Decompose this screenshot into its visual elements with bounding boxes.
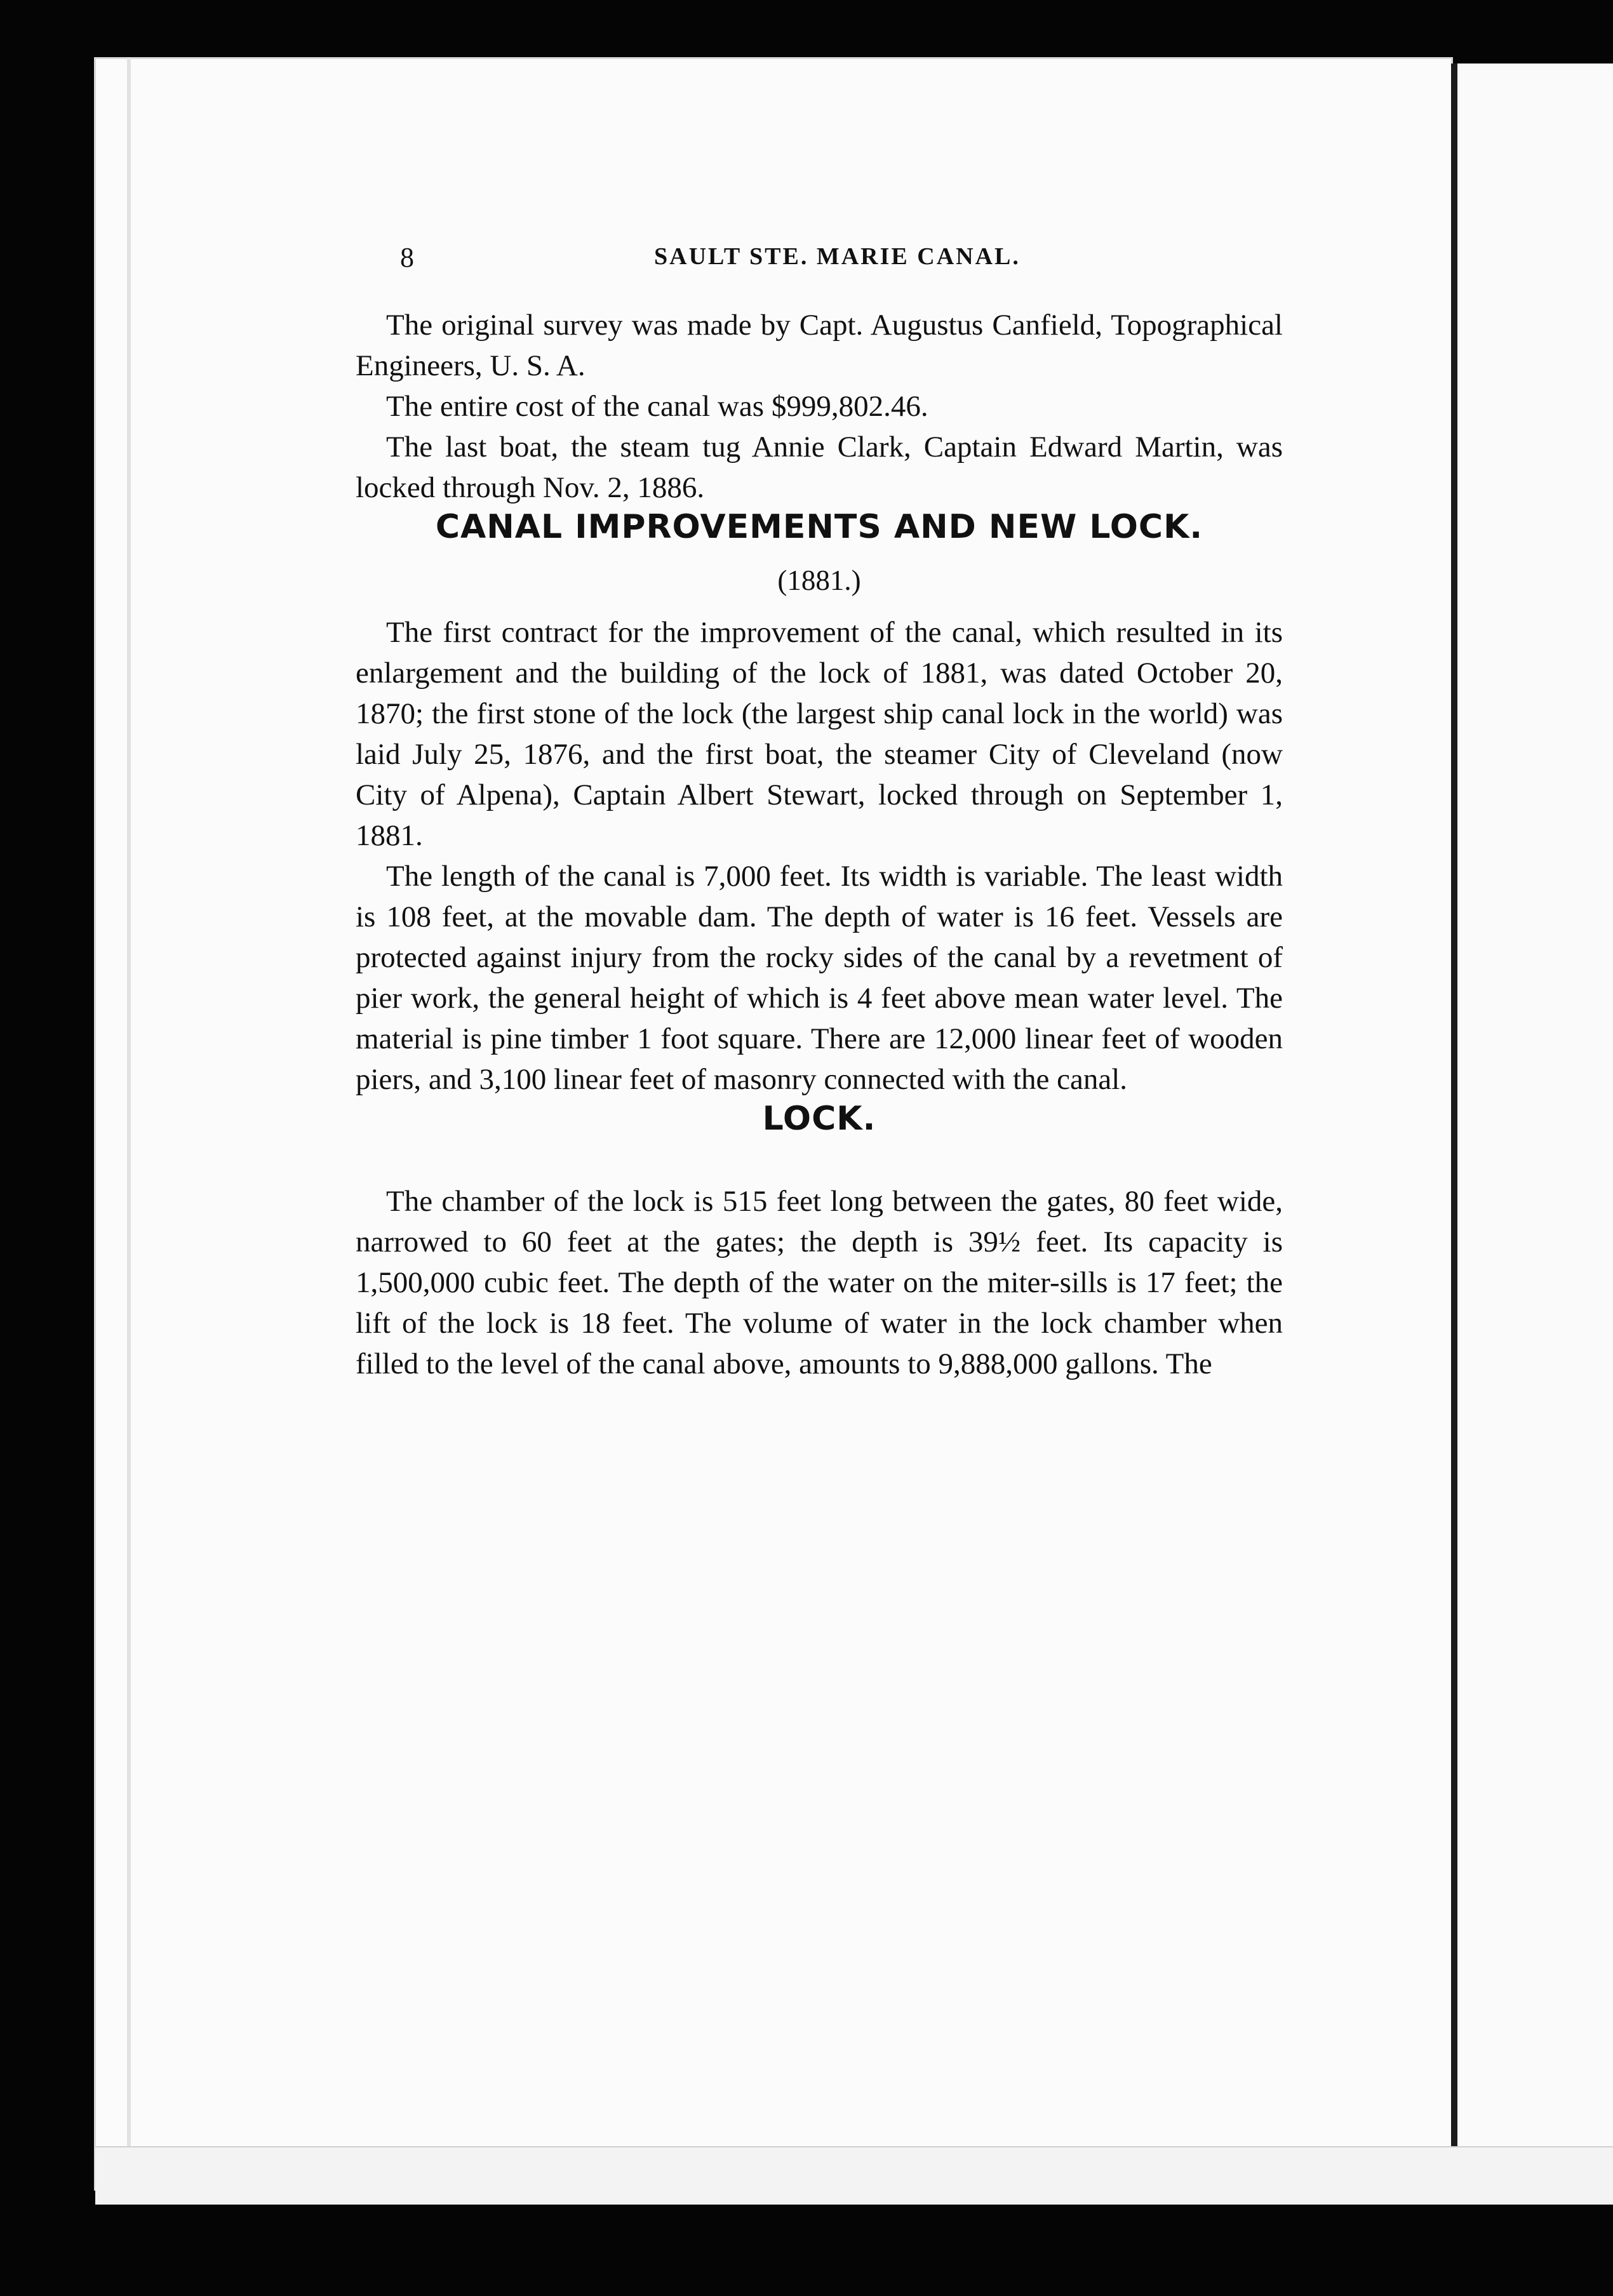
book-gutter [1451, 63, 1457, 2191]
intro-paragraph-survey: The original survey was made by Capt. Augustus Canfield, Topographical Engineers, U. S. A. [356, 309, 1283, 382]
running-title: SAULT STE. MARIE CANAL. [654, 243, 1021, 270]
intro-paragraph-last-boat: The last boat, the steam tug Annie Clark, Captain Edward Martin, was locked through Nov. 2, 1886. [356, 431, 1283, 504]
intro-paragraph-cost: The entire cost of the canal was $999,802.46. [386, 390, 928, 423]
section-date: (1881.) [777, 564, 861, 596]
improvements-block [356, 612, 1283, 1100]
intro-block [356, 305, 1283, 508]
lock-paragraph-chamber: The chamber of the lock is 515 feet long between the gates, 80 feet wide, narrowed to 60 feet at the gates; the depth is 39½ feet. Its capacity is 1,500,000 cubic feet. The depth of the water on the miter-sills is 17 feet; the lift of the lock is 18 feet. The volume of water in the lock chamber when filled to the level of the canal above, amounts to 9,888,000 gallons. The [356, 1185, 1283, 1380]
page-bottom-edge [95, 2146, 1613, 2205]
section-heading-lock: LOCK. [762, 1100, 876, 1138]
lock-block [356, 1181, 1283, 1384]
improvements-paragraph-dimensions: The length of the canal is 7,000 feet. Its width is variable. The least width is 108 feet, at the movable dam. The depth of water is 16 feet. Vessels are protected against injury from the rocky sides of the canal by a revetment of pier work, the general height of which is 4 feet above mean water level. The material is pine timber 1 foot square. There are 12,000 linear feet of wooden piers, and 3,100 linear feet of masonry connected with the canal. [356, 860, 1283, 1096]
page-left-edge [127, 57, 131, 2184]
improvements-paragraph-contract: The first contract for the improvement of the canal, which resulted in its enlargement and the building of the lock of 1881, was dated October 20, 1870; the first stone of the lock (the largest ship canal lock in the world) was laid July 25, 1876, and the first boat, the steamer City of Cleveland (now City of Alpena), Captain Albert Stewart, locked through on September 1, 1881. [356, 616, 1283, 852]
page-content [356, 241, 1283, 1384]
running-head [356, 241, 1283, 279]
adjacent-page-edge [1457, 63, 1613, 2191]
section-heading-improvements: CANAL IMPROVEMENTS AND NEW LOCK. [435, 508, 1203, 546]
page-number: 8 [400, 242, 416, 273]
